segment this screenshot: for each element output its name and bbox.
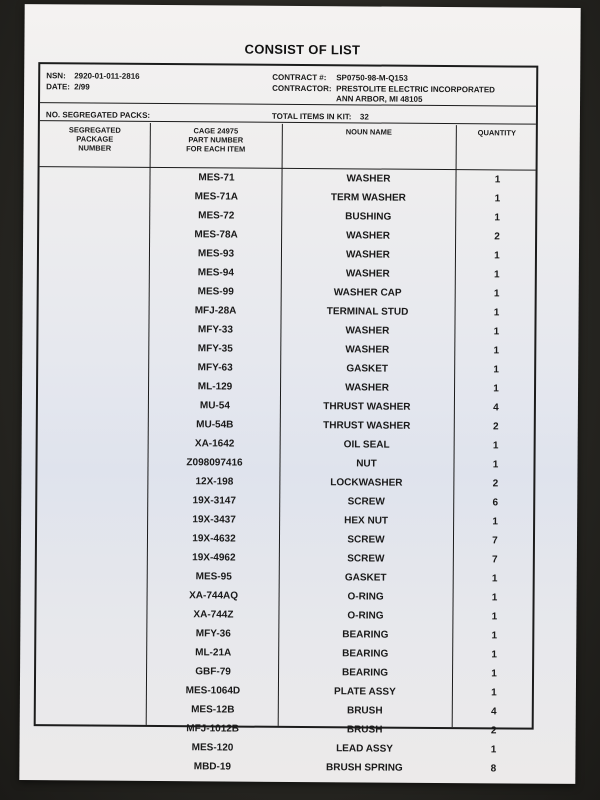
quantity-cell: 1: [493, 364, 499, 376]
quantity-cell: 1: [491, 573, 498, 585]
part-number-cell: 19X-4632: [192, 533, 236, 545]
part-number-cell: MES-71A: [194, 191, 239, 203]
part-number-cell: MES-120: [191, 742, 234, 754]
noun-name-cell: WASHER: [345, 268, 390, 280]
total-items-label: TOTAL ITEMS IN KIT:: [271, 111, 352, 122]
noun-name-cell: WASHER: [346, 173, 391, 185]
quantity-cell: 1: [493, 288, 500, 300]
quantity-cell: 1: [491, 611, 498, 623]
part-number-cell: XA-744AQ: [189, 590, 239, 602]
part-number-cell: MU-54B: [196, 419, 234, 431]
quantity-cell: 1: [494, 212, 501, 224]
contract-label: CONTRACT #:: [272, 72, 327, 83]
quantity-cell: 1: [490, 744, 497, 756]
column-header-package: SEGREGATED PACKAGE NUMBER: [68, 125, 121, 153]
table-row: [35, 757, 531, 779]
column-header-noun: NOUN NAME: [345, 127, 392, 137]
part-number-cell: ML-21A: [195, 647, 232, 659]
noun-name-cell: LEAD ASSY: [336, 743, 393, 755]
part-number-cell: GBF-79: [195, 666, 231, 678]
consist-table: [34, 62, 539, 775]
part-number-cell: MBD-19: [193, 761, 232, 773]
quantity-cell: 1: [491, 630, 498, 642]
noun-name-cell: THRUST WASHER: [323, 420, 411, 432]
quantity-cell: 2: [490, 725, 497, 737]
part-number-cell: MES-72: [198, 210, 235, 222]
part-number-cell: MES-78A: [194, 229, 238, 241]
quantity-cell: 7: [492, 554, 498, 566]
noun-name-cell: O-RING: [347, 610, 384, 622]
quantity-cell: 1: [494, 269, 500, 281]
part-number-cell: MFY-33: [197, 324, 233, 336]
quantity-cell: 2: [492, 478, 499, 490]
quantity-cell: 8: [490, 763, 497, 775]
noun-name-cell: BRUSH SPRING: [326, 762, 403, 774]
part-number-cell: MFY-35: [197, 343, 233, 355]
segregated-packs-label: NO. SEGREGATED PACKS:: [45, 110, 151, 120]
nsn-value: 2920-01-011-2816: [74, 71, 140, 81]
noun-name-cell: WASHER: [345, 382, 390, 394]
quantity-cell: 1: [491, 592, 498, 604]
noun-name-cell: SCREW: [347, 553, 385, 565]
noun-name-cell: LOCKWASHER: [330, 477, 403, 489]
noun-name-cell: BRUSH: [346, 724, 383, 736]
column-header-part-number: CAGE 24975 PART NUMBER FOR EACH ITEM: [186, 126, 246, 154]
part-number-cell: XA-744Z: [193, 609, 234, 621]
noun-name-cell: TERMINAL STUD: [326, 306, 409, 318]
quantity-cell: 1: [494, 250, 500, 262]
part-number-cell: MES-93: [197, 248, 235, 260]
part-number-cell: MU-54: [199, 400, 230, 412]
noun-name-cell: PLATE ASSY: [334, 686, 396, 698]
page-title: CONSIST OF LIST: [244, 41, 361, 58]
quantity-cell: 1: [494, 193, 501, 205]
column-header-quantity: QUANTITY: [477, 128, 517, 138]
part-number-cell: MES-12B: [191, 704, 235, 716]
noun-name-cell: BEARING: [342, 648, 389, 660]
quantity-cell: 4: [490, 706, 497, 718]
quantity-cell: 1: [493, 326, 500, 338]
noun-name-cell: WASHER CAP: [333, 287, 402, 299]
part-number-cell: 12X-198: [195, 476, 234, 488]
part-number-cell: MFY-63: [197, 362, 233, 374]
quantity-cell: 1: [492, 440, 499, 452]
contractor-label: CONTRACTOR:: [272, 83, 332, 94]
part-number-cell: MES-1064D: [185, 685, 241, 697]
part-number-cell: 19X-3437: [192, 514, 236, 526]
quantity-cell: 4: [493, 402, 499, 414]
document-header: [40, 64, 536, 123]
quantity-cell: 6: [492, 497, 499, 509]
noun-name-cell: BEARING: [342, 629, 389, 641]
noun-name-cell: SCREW: [347, 496, 385, 508]
noun-name-cell: BRUSH: [346, 705, 383, 717]
noun-name-cell: WASHER: [345, 249, 390, 261]
quantity-cell: 2: [494, 231, 500, 243]
quantity-cell: 1: [494, 174, 501, 186]
noun-name-cell: WASHER: [345, 344, 390, 356]
noun-name-cell: OIL SEAL: [343, 439, 390, 451]
nsn-label: NSN:: [46, 71, 66, 81]
part-number-cell: XA-1642: [194, 438, 235, 450]
quantity-cell: 1: [491, 668, 497, 680]
noun-name-cell: NUT: [356, 458, 377, 470]
part-number-cell: 19X-4962: [192, 552, 236, 564]
noun-name-cell: SCREW: [347, 534, 385, 546]
part-number-cell: MFY-36: [195, 628, 231, 640]
noun-name-cell: WASHER: [345, 325, 390, 337]
quantity-cell: 1: [493, 345, 500, 357]
quantity-cell: 1: [491, 649, 498, 661]
date-label: DATE:: [46, 82, 71, 92]
part-number-cell: MFJ-1012B: [186, 723, 240, 735]
part-number-cell: 19X-3147: [192, 495, 236, 507]
total-items-value: 32: [359, 112, 369, 122]
contractor-name: PRESTOLITE ELECTRIC INCORPORATED: [336, 84, 495, 95]
contract-value: SP0750-98-M-Q153: [336, 73, 408, 83]
part-number-cell: Z098097416: [186, 457, 243, 469]
noun-name-cell: HEX NUT: [344, 515, 389, 527]
noun-name-cell: O-RING: [347, 591, 384, 603]
part-number-cell: MES-99: [197, 286, 234, 298]
noun-name-cell: THRUST WASHER: [323, 401, 411, 413]
part-number-cell: MES-95: [195, 571, 232, 583]
noun-name-cell: TERM WASHER: [330, 192, 406, 204]
quantity-cell: 1: [493, 383, 499, 395]
part-number-cell: ML-129: [197, 381, 233, 393]
noun-name-cell: BEARING: [341, 667, 389, 679]
quantity-cell: 1: [493, 307, 500, 319]
contractor-address: ANN ARBOR, MI 48105: [336, 94, 423, 104]
noun-name-cell: GASKET: [344, 572, 387, 584]
part-number-cell: MFJ-28A: [194, 305, 237, 317]
quantity-cell: 7: [492, 535, 498, 547]
quantity-cell: 1: [491, 687, 497, 699]
noun-name-cell: BUSHING: [345, 211, 392, 223]
part-number-cell: MES-94: [197, 267, 234, 279]
date-value: 2/99: [74, 82, 90, 92]
quantity-cell: 1: [492, 516, 498, 528]
document-sheet: [19, 4, 580, 784]
noun-name-cell: WASHER: [346, 230, 391, 242]
quantity-cell: 1: [492, 459, 499, 471]
quantity-cell: 2: [492, 421, 499, 433]
part-number-cell: MES-71: [198, 172, 235, 184]
noun-name-cell: GASKET: [346, 363, 389, 375]
